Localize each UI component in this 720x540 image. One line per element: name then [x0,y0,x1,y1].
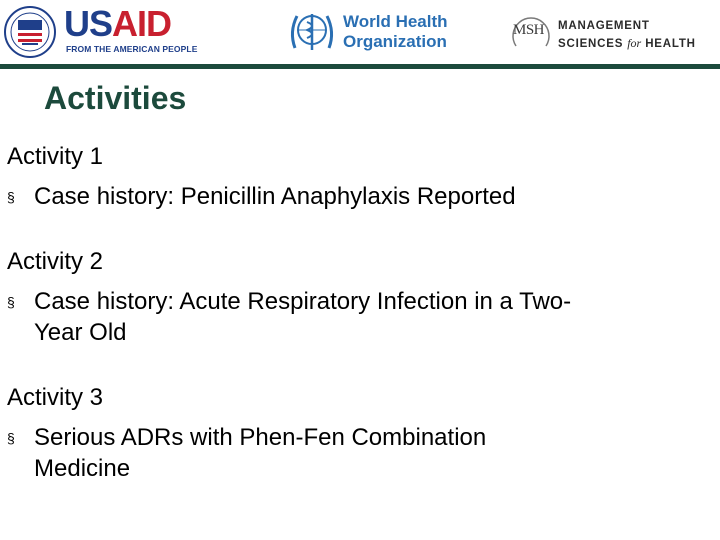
usaid-wordmark-us: US [64,3,113,44]
msh-name-line-1: MANAGEMENT [558,20,650,32]
who-logo [287,6,452,58]
activity-1-heading: Activity 1 [7,143,104,170]
msh-name-health: HEALTH [641,38,696,50]
activity-2-bullet-line-1: Case history: Acute Respiratory Infection in a Two- [34,288,572,315]
msh-name-for: for [627,36,642,50]
bullet-marker: § [7,430,15,446]
activity-2 [7,248,687,348]
activity-1-bullet-text: Case history: Penicillin Anaphylaxis Reported [34,183,516,210]
usaid-wordmark-aid: AID [112,3,172,44]
msh-name-line-2 [558,36,696,51]
msh-abbreviation: MSH [513,22,545,38]
msh-logo [510,6,715,58]
activity-3-bullet-line-2: Medicine [34,455,131,482]
activity-3-bullet-line-1: Serious ADRs with Phen-Fen Combination [34,424,487,451]
activity-2-bullet-line-2: Year Old [34,319,127,346]
bullet-marker: § [7,189,15,205]
activity-2-bullet [7,286,687,348]
bullet-marker: § [7,294,15,310]
header-divider [0,64,720,69]
slide-title: Activities [44,80,187,116]
activity-2-heading: Activity 2 [7,248,104,275]
activity-1 [7,143,687,212]
usaid-tagline: FROM THE AMERICAN PEOPLE [66,44,198,54]
who-emblem-icon [287,8,337,56]
msh-name-sciences: SCIENCES [558,38,628,50]
logo-header [0,0,720,66]
activity-3-heading: Activity 3 [7,384,104,411]
activity-3 [7,384,687,484]
who-name-line-2: Organization [343,32,447,51]
who-name-line-1: World Health [343,12,448,31]
activity-1-bullet [7,181,687,212]
usaid-logo [4,3,198,58]
usaid-seal-icon [4,6,56,58]
usaid-wordmark [64,4,171,44]
activity-3-bullet [7,422,687,484]
